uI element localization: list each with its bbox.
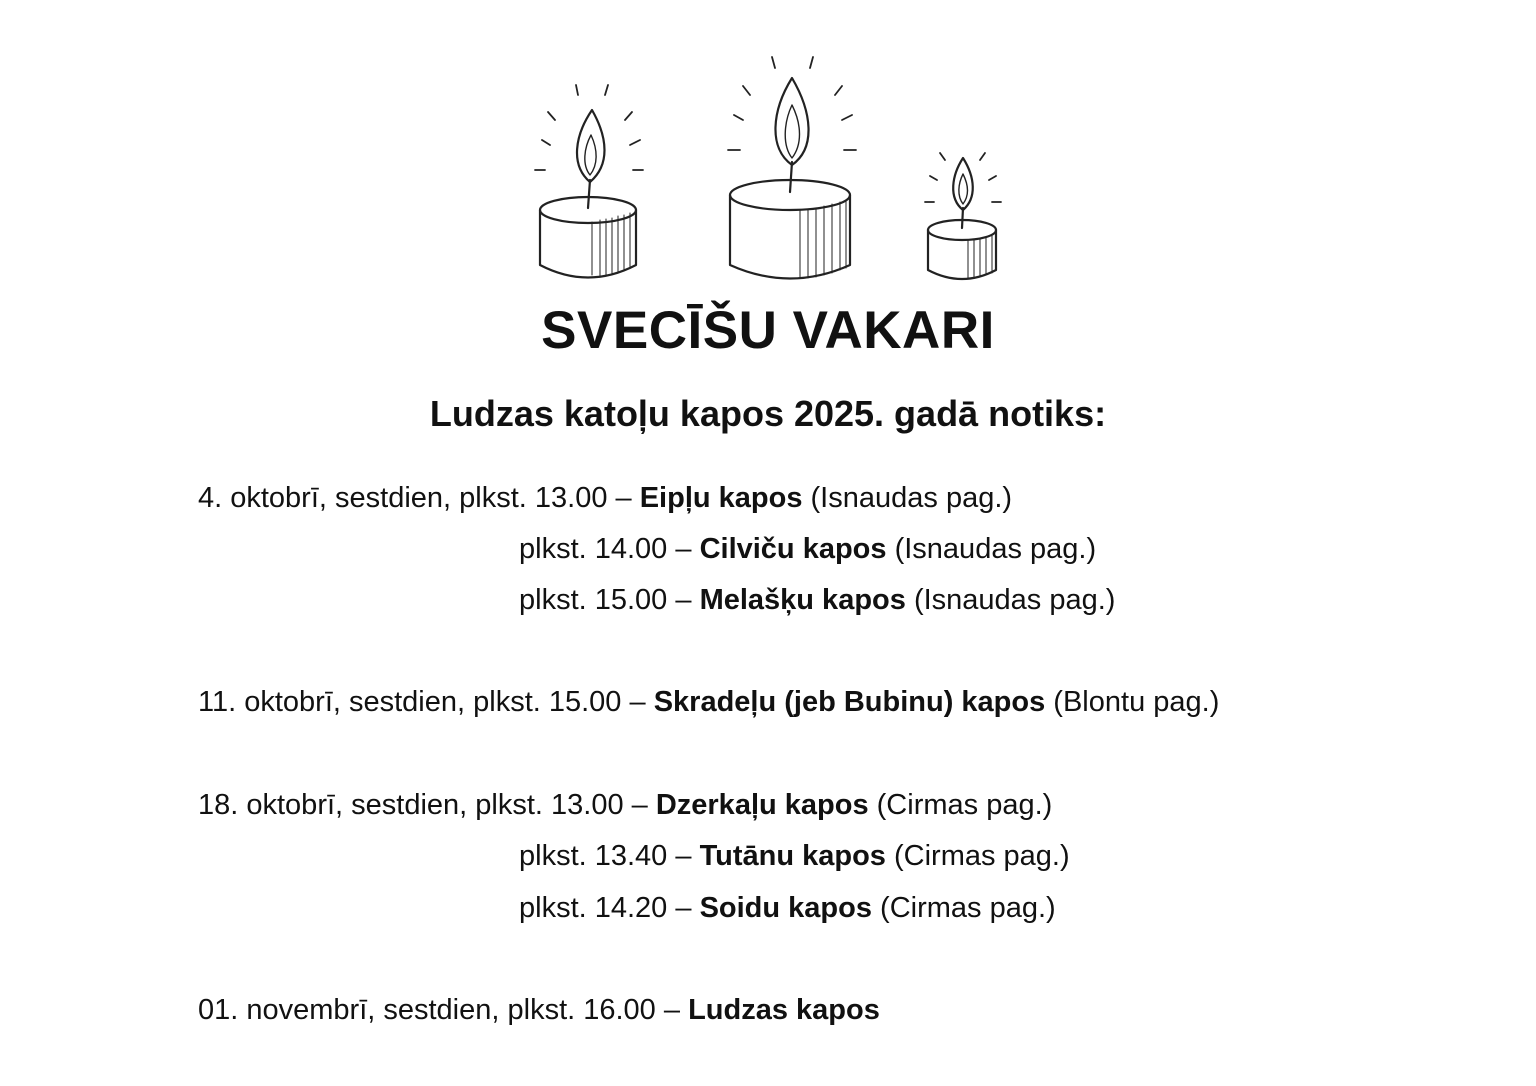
schedule-note: (Cirmas pag.) [868, 789, 1053, 821]
schedule-place: Ludzas kapos [688, 994, 880, 1026]
schedule-when: plkst. 14.00 – [519, 533, 700, 565]
page-subtitle: Ludzas katoļu kapos 2025. gadā notiks: [429, 393, 1107, 434]
schedule-line-3 [519, 582, 1115, 618]
candle-right-icon [925, 153, 1001, 279]
schedule-when: plkst. 14.20 – [519, 892, 700, 924]
candle-left-icon [535, 85, 643, 278]
schedule-line-8 [198, 992, 880, 1028]
schedule-line-5 [198, 787, 1052, 823]
schedule-line-7 [519, 890, 1056, 926]
schedule-place: Cilviču kapos [699, 533, 887, 565]
schedule-note: (Blontu pag.) [1045, 686, 1220, 718]
schedule-when: 4. oktobrī, sestdien, plkst. 13.00 – [198, 482, 640, 514]
page-title: SVECĪŠU VAKARI [541, 301, 995, 360]
schedule-line-6 [519, 838, 1070, 874]
schedule-when: 01. novembrī, sestdien, plkst. 16.00 – [198, 994, 689, 1026]
schedule-note: (Isnaudas pag.) [802, 482, 1013, 514]
schedule-note: (Isnaudas pag.) [886, 533, 1097, 565]
schedule-line-2 [519, 531, 1096, 567]
candles-illustration [500, 40, 1040, 290]
candle-center-icon [728, 57, 856, 279]
schedule-when: plkst. 15.00 – [519, 584, 700, 616]
schedule-when: 11. oktobrī, sestdien, plkst. 15.00 – [198, 686, 654, 718]
schedule-place: Tutānu kapos [699, 840, 886, 872]
schedule-note: (Isnaudas pag.) [905, 584, 1116, 616]
schedule-note: (Cirmas pag.) [871, 892, 1056, 924]
schedule-when: plkst. 13.40 – [519, 840, 700, 872]
schedule-place: Melašķu kapos [699, 584, 906, 616]
schedule-line-1 [198, 480, 1012, 516]
schedule-line-4 [198, 684, 1219, 720]
schedule-place: Soidu kapos [699, 892, 872, 924]
schedule-place: Dzerkaļu kapos [655, 789, 869, 821]
schedule-note: (Cirmas pag.) [885, 840, 1070, 872]
schedule-place: Skradeļu (jeb Bubinu) kapos [653, 686, 1046, 718]
schedule-when: 18. oktobrī, sestdien, plkst. 13.00 – [198, 789, 656, 821]
schedule-place: Eipļu kapos [639, 482, 803, 514]
